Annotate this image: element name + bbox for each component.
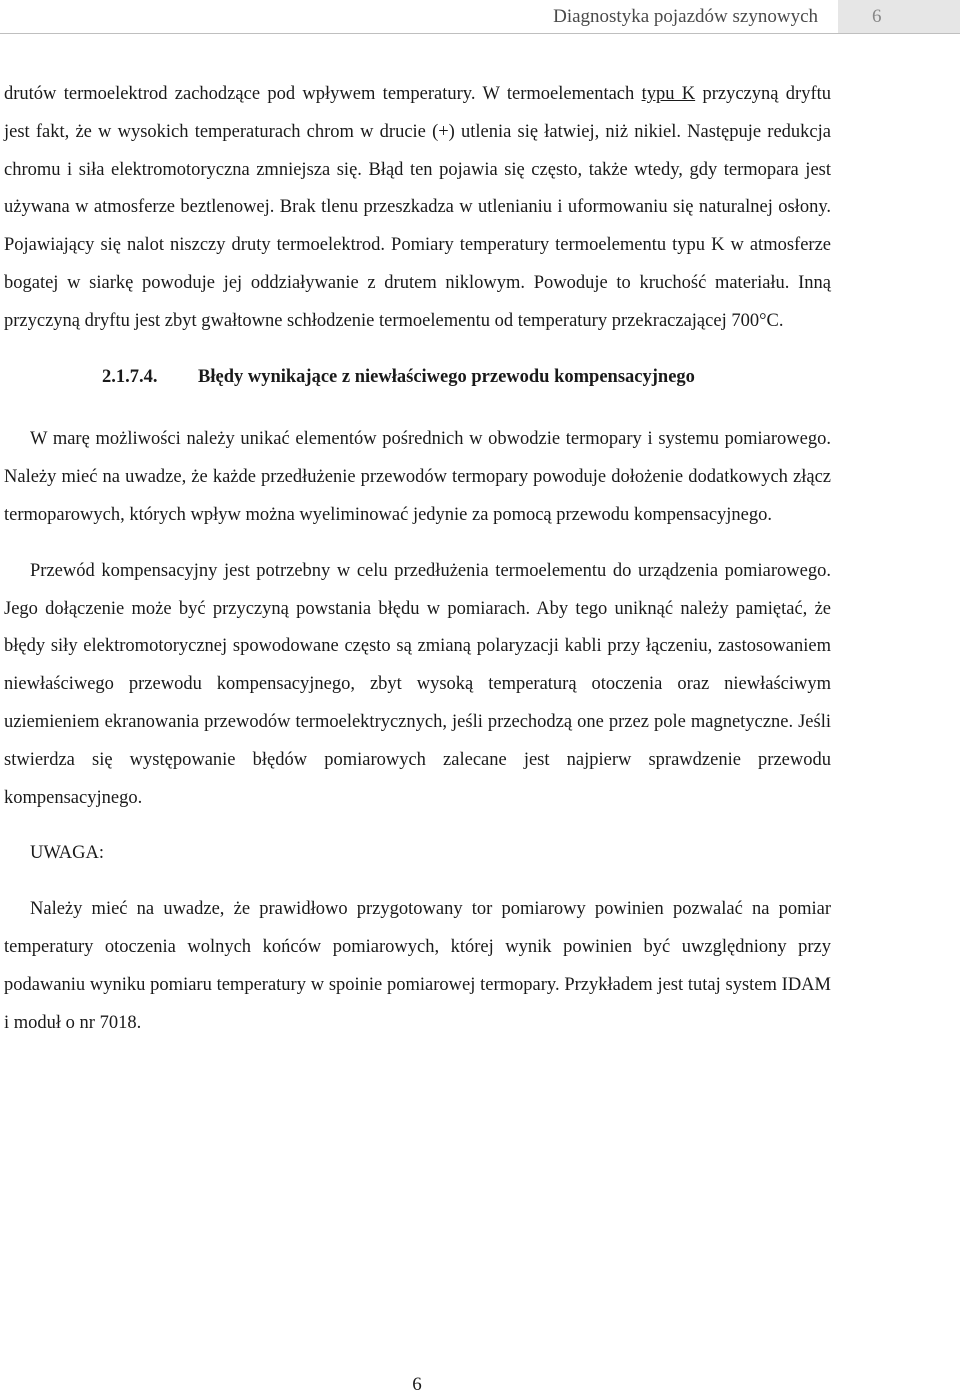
uwaga-label: UWAGA: (30, 843, 104, 864)
header-page-box (838, 0, 960, 34)
header-rule (0, 33, 960, 34)
paragraph-drift (4, 76, 831, 341)
header-page-number: 6 (872, 6, 882, 27)
section-number: 2.1.7.4. (102, 366, 158, 387)
document-body (4, 76, 831, 1042)
link-typu-k[interactable]: typu K (641, 84, 696, 104)
paragraph-intermediate-elements: W marę możliwości należy unikać elementów pośrednich w obwodzie termopary i systemu pomiarowego. Należy mieć na uwadze, że każde przedłużenie przewodów termopary powoduje dołożenie dodatkowych złącz termoparowych, których wpływ można wyeliminować jedynie za pomocą przewodu kompensacyjnego. (4, 429, 831, 525)
paragraph-drift-text-start: drutów termoelektrod zachodzące pod wpływem temperatury. W termoelementach (4, 84, 642, 104)
page-header (0, 0, 960, 34)
section-title: Błędy wynikające z niewłaściwego przewodu kompensacyjnego (198, 366, 695, 387)
section-heading (4, 359, 831, 397)
running-title: Diagnostyka pojazdów szynowych (553, 6, 818, 27)
paragraph-compensation-wire: Przewód kompensacyjny jest potrzebny w celu przedłużenia termoelementu do urządzenia pomiarowego. Jego dołączenie może być przyczyną powstania błędu w pomiarach. Aby tego uniknąć należy pamiętać, że błędy siły elektromotorycznej spowodowane często są zmianą polaryzacji kabli przy łączeniu, zastosowaniem niewłaściwego przewodu kompensacyjnego, zbyt wysoką temperaturą otoczenia oraz niewłaściwym uziemieniem ekranowania przewodów termoelektrycznych, jeśli przechodzą one przez pole magnetyczne. Jeśli stwierdza się występowanie błędów pomiarowych zalecane jest najpierw sprawdzenie przewodu kompensacyjnego. (4, 560, 831, 808)
paragraph-drift-text-end: przyczyną dryftu jest fakt, że w wysokich temperaturach chrom w drucie (+) utlenia się łatwiej, niż nikiel. Następuje redukcja chromu i siła elektromotoryczna zmniejsza się. Błąd ten pojawia się często, także wtedy, gdy termopara jest używana w atmosferze beztlenowej. Brak tlenu przeszkadza w utlenianiu i uformowaniu się naturalnej osłony. Pojawiający się nalot niszczy druty termoelektrod. Pomiary temperatury termoelementu typu K w atmosferze bogatej w siarkę powoduje jej oddziaływanie z drutem niklowym. Powoduje to kruchość materiału. Inną przyczyną dryftu jest zbyt gwałtowne schłodzenie termoelementu od temperatury przekraczającej 700°C. (4, 84, 831, 331)
paragraph-note: Należy mieć na uwadze, że prawidłowo przygotowany tor pomiarowy powinien pozwalać na pomiar temperatury otoczenia wolnych końców pomiarowych, której wynik powinien być uwzględniony przy podawaniu wyniku pomiaru temperatury w spoinie pomiarowej termopary. Przykładem jest tutaj system IDAM i moduł o nr 7018. (4, 899, 831, 1033)
footer-page-number: 6 (412, 1374, 422, 1395)
